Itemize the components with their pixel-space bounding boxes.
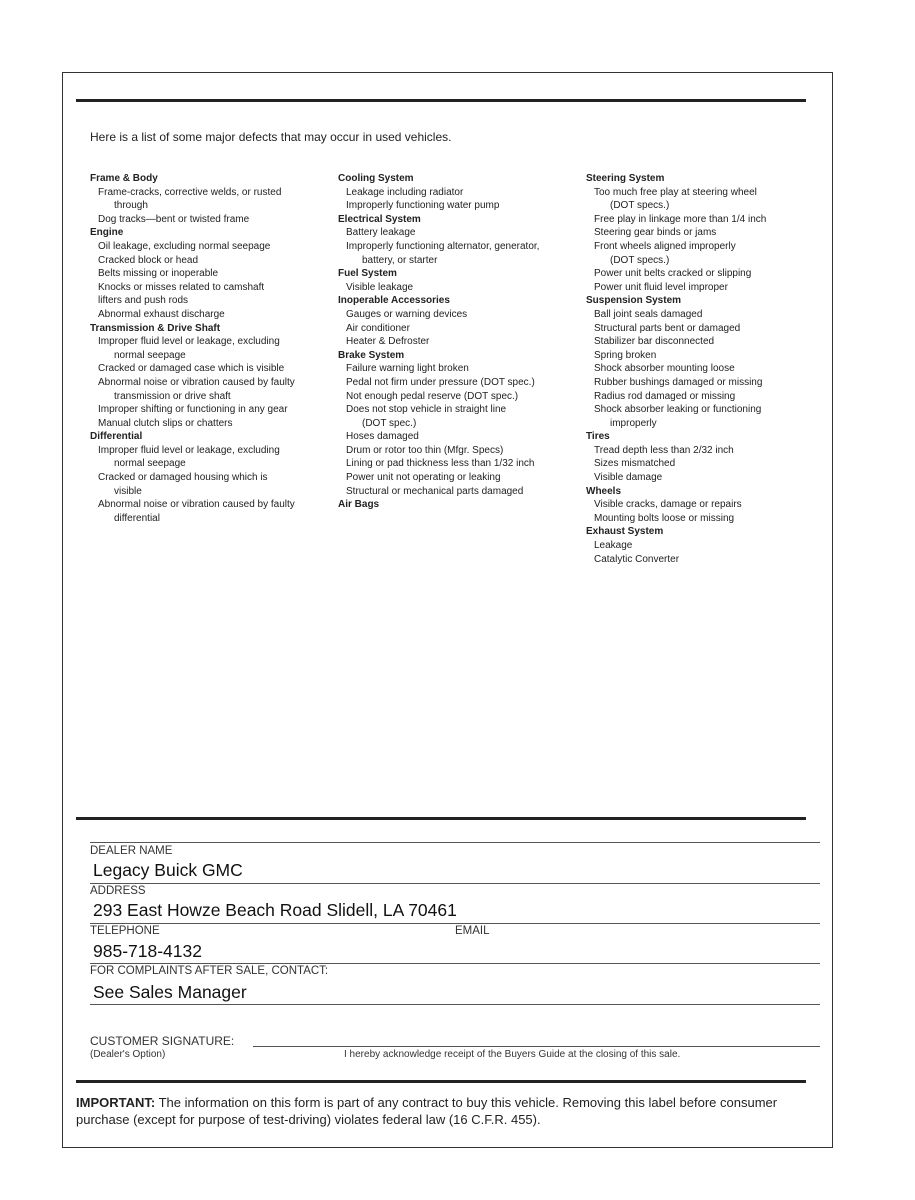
defect-item-text: Leakage	[594, 540, 633, 552]
defect-item	[338, 444, 578, 458]
defect-item-text: improperly	[610, 417, 657, 429]
address-label: ADDRESS	[90, 885, 146, 897]
defect-section-heading: Transmission & Drive Shaft	[90, 322, 221, 334]
defect-section-heading: Tires	[586, 431, 610, 443]
defect-item	[338, 199, 578, 213]
defect-item	[90, 308, 330, 322]
defect-item	[338, 390, 578, 404]
defect-item	[90, 281, 330, 295]
defect-section	[338, 349, 578, 499]
defect-item	[90, 294, 330, 308]
address-value: 293 East Howze Beach Road Slidell, LA 70461	[93, 900, 457, 920]
defect-item-text: Ball joint seals damaged	[594, 308, 703, 320]
defect-item-text: Knocks or misses related to camshaft	[98, 281, 265, 293]
defect-item	[586, 390, 816, 404]
defect-item	[586, 322, 816, 336]
defect-item	[90, 444, 330, 471]
defect-item-text: battery, or starter	[362, 254, 438, 266]
telephone-line	[90, 963, 820, 964]
defect-item	[586, 403, 816, 430]
defect-item-text: Power unit not operating or leaking	[346, 472, 501, 484]
defect-item-text: Visible cracks, damage or repairs	[594, 499, 742, 511]
defect-item	[586, 349, 816, 363]
defect-section	[586, 294, 816, 430]
defect-item	[338, 430, 578, 444]
defect-section-heading: Fuel System	[338, 268, 397, 280]
telephone-value: 985-718-4132	[93, 941, 202, 961]
defect-item	[338, 457, 578, 471]
defect-item	[586, 444, 816, 458]
defect-item	[338, 281, 578, 295]
dealer-name-top-line	[90, 842, 820, 843]
defect-section-heading: Electrical System	[338, 213, 421, 225]
defect-item-text: Frame-cracks, corrective welds, or rusted	[98, 186, 282, 198]
defect-item	[338, 322, 578, 336]
intro-text: Here is a list of some major defects that may occur in used vehicles.	[90, 130, 452, 144]
complaints-line	[90, 1004, 820, 1005]
defect-item	[90, 213, 330, 227]
defect-section-heading: Suspension System	[586, 295, 682, 307]
defect-item-text: Abnormal noise or vibration caused by faulty	[98, 499, 295, 511]
defect-section-heading: Exhaust System	[586, 526, 664, 538]
defect-item-text: Catalytic Converter	[594, 553, 680, 565]
defect-item	[586, 498, 816, 512]
defect-item	[586, 186, 816, 213]
dealer-name-value: Legacy Buick GMC	[93, 860, 243, 880]
defect-item-text: Front wheels aligned improperly	[594, 240, 736, 252]
defect-item	[338, 362, 578, 376]
defect-item	[338, 226, 578, 240]
customer-signature-line[interactable]	[253, 1046, 820, 1047]
defect-item	[586, 512, 816, 526]
defect-item	[90, 254, 330, 268]
defect-section-heading: Brake System	[338, 349, 405, 361]
defect-item-text: (DOT spec.)	[362, 417, 417, 429]
defect-item-text: through	[114, 200, 148, 212]
defect-item	[586, 335, 816, 349]
defect-item	[90, 267, 330, 281]
defect-section	[338, 172, 578, 213]
defect-item-text: Dog tracks—bent or twisted frame	[98, 213, 250, 225]
defect-section	[338, 498, 578, 512]
defect-item	[586, 539, 816, 553]
defect-item	[586, 376, 816, 390]
defect-item-text: Visible damage	[594, 472, 663, 484]
defect-item-text: Cracked block or head	[98, 254, 199, 266]
defect-item-text: Cracked or damaged case which is visible	[98, 363, 285, 375]
defect-item-text: Structural or mechanical parts damaged	[346, 485, 524, 497]
defect-item-text: Failure warning light broken	[346, 363, 469, 375]
defect-item-text: lifters and push rods	[98, 295, 189, 307]
defect-section-heading: Cooling System	[338, 173, 414, 184]
defect-item-text: Mounting bolts loose or missing	[594, 512, 735, 524]
defect-item-text: Structural parts bent or damaged	[594, 322, 741, 334]
defect-item-text: Tread depth less than 2/32 inch	[594, 444, 734, 456]
important-notice	[76, 1094, 811, 1128]
defect-item	[586, 308, 816, 322]
defect-item-text: Power unit belts cracked or slipping	[594, 268, 752, 280]
defect-item-text: Shock absorber mounting loose	[594, 363, 735, 375]
defect-item-text: Abnormal noise or vibration caused by faulty	[98, 376, 295, 388]
defect-item	[90, 471, 330, 498]
defect-item	[586, 281, 816, 295]
defect-item	[586, 471, 816, 485]
complaints-value: See Sales Manager	[93, 982, 247, 1002]
defect-item-text: Manual clutch slips or chatters	[98, 417, 233, 429]
defect-item-text: Gauges or warning devices	[346, 308, 468, 320]
defect-item-text: Heater & Defroster	[346, 336, 430, 348]
defect-item-text: Hoses damaged	[346, 431, 419, 443]
defect-item-text: Improper shifting or functioning in any gear	[98, 404, 288, 416]
defect-section	[586, 485, 816, 526]
email-label: EMAIL	[455, 925, 490, 937]
defect-section-heading: Wheels	[586, 485, 622, 497]
defect-item-text: Leakage including radiator	[346, 186, 464, 198]
defect-item-text: Too much free play at steering wheel	[594, 186, 757, 198]
defect-section	[586, 172, 816, 294]
defect-item	[90, 403, 330, 417]
defect-section-heading: Frame & Body	[90, 173, 158, 184]
defect-item-text: Improperly functioning water pump	[346, 200, 500, 212]
defect-item-text: Improperly functioning alternator, generator,	[346, 240, 540, 252]
defect-item-text: Drum or rotor too thin (Mfgr. Specs)	[346, 444, 504, 456]
defect-item	[586, 362, 816, 376]
defect-item	[90, 240, 330, 254]
defect-item-text: Steering gear binds or jams	[594, 227, 717, 239]
defect-item-text: Spring broken	[594, 349, 657, 361]
defect-item-text: visible	[114, 485, 142, 497]
defect-item-text: normal seepage	[114, 458, 186, 470]
defect-section-heading: Differential	[90, 431, 143, 443]
defect-item	[586, 240, 816, 267]
important-text: The information on this form is part of any contract to buy this vehicle. Removing this label before consumer purchase (except for purpose of test-driving) violates federal law (16 C.F.R. 455).	[76, 1095, 778, 1127]
defect-item	[338, 186, 578, 200]
defect-item-text: (DOT specs.)	[610, 200, 670, 212]
defect-item-text: Oil leakage, excluding normal seepage	[98, 240, 271, 252]
customer-signature-label: CUSTOMER SIGNATURE:	[90, 1034, 235, 1048]
address-line	[90, 923, 820, 924]
defect-item	[338, 335, 578, 349]
defect-item-text: Rubber bushings damaged or missing	[594, 376, 763, 388]
defects-column-1	[90, 172, 330, 525]
important-label: IMPORTANT:	[76, 1095, 156, 1110]
dealer-name-label: DEALER NAME	[90, 845, 173, 857]
defect-item	[586, 226, 816, 240]
defect-section	[90, 430, 330, 525]
defect-section	[90, 322, 330, 431]
defect-item-text: Visible leakage	[346, 281, 414, 293]
top-rule	[76, 99, 806, 102]
defect-item-text: Battery leakage	[346, 227, 416, 239]
defect-item	[338, 240, 578, 267]
acknowledgement-text: I hereby acknowledge receipt of the Buyers Guide at the closing of this sale.	[344, 1049, 681, 1060]
defect-item-text: Free play in linkage more than 1/4 inch	[594, 213, 767, 225]
defects-column-2	[338, 172, 578, 512]
dealer-name-line	[90, 883, 820, 884]
defect-item-text: Air conditioner	[346, 322, 410, 334]
defect-item	[586, 213, 816, 227]
defect-item	[90, 186, 330, 213]
defect-item	[338, 403, 578, 430]
defect-section-heading: Air Bags	[338, 499, 380, 511]
defect-section-heading: Engine	[90, 227, 124, 239]
important-rule	[76, 1080, 806, 1083]
defect-section	[338, 267, 578, 294]
defect-item-text: (DOT specs.)	[610, 254, 670, 266]
defect-item	[338, 308, 578, 322]
defect-item-text: differential	[114, 512, 160, 524]
defect-item-text: Abnormal exhaust discharge	[98, 308, 225, 320]
defect-item	[586, 457, 816, 471]
dealer-section-rule	[76, 817, 806, 820]
defect-item	[90, 498, 330, 525]
defect-item-text: Power unit fluid level improper	[594, 281, 728, 293]
defect-section	[586, 430, 816, 484]
defect-section	[90, 226, 330, 321]
defect-item	[90, 335, 330, 362]
defect-item-text: Does not stop vehicle in straight line	[346, 404, 507, 416]
defect-item-text: Improper fluid level or leakage, excluding	[98, 444, 280, 456]
defect-item-text: Stabilizer bar disconnected	[594, 336, 715, 348]
defect-item-text: Shock absorber leaking or functioning	[594, 404, 762, 416]
defect-item	[586, 267, 816, 281]
defect-item-text: Belts missing or inoperable	[98, 268, 219, 280]
defect-section	[90, 172, 330, 226]
defect-item	[338, 485, 578, 499]
defects-column-3	[586, 172, 816, 566]
defect-section	[338, 213, 578, 267]
defect-item	[90, 376, 330, 403]
defect-item-text: Improper fluid level or leakage, excluding	[98, 336, 280, 348]
defect-section	[586, 525, 816, 566]
defect-section-heading: Steering System	[586, 173, 665, 184]
defect-item	[90, 362, 330, 376]
defect-section	[338, 294, 578, 348]
defect-item-text: normal seepage	[114, 349, 186, 361]
defect-item	[338, 376, 578, 390]
defect-item	[338, 471, 578, 485]
defect-item-text: Sizes mismatched	[594, 458, 676, 470]
defect-item-text: Not enough pedal reserve (DOT spec.)	[346, 390, 519, 402]
defect-item-text: Radius rod damaged or missing	[594, 390, 736, 402]
telephone-label: TELEPHONE	[90, 925, 160, 937]
defect-item	[90, 417, 330, 431]
defect-item-text: Lining or pad thickness less than 1/32 inch	[346, 458, 535, 470]
defect-item-text: transmission or drive shaft	[114, 390, 231, 402]
defect-section-heading: Inoperable Accessories	[338, 295, 450, 307]
dealer-option-note: (Dealer's Option)	[90, 1049, 166, 1060]
complaints-label: FOR COMPLAINTS AFTER SALE, CONTACT:	[90, 965, 329, 977]
defect-item	[586, 553, 816, 567]
defect-item-text: Pedal not firm under pressure (DOT spec.)	[346, 376, 535, 388]
defect-item-text: Cracked or damaged housing which is	[98, 472, 268, 484]
